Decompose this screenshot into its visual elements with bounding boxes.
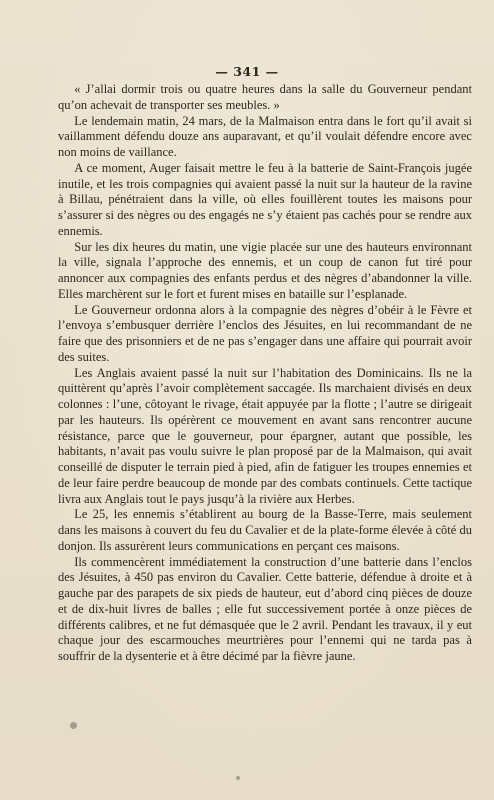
paper-stain <box>70 722 77 729</box>
paragraph: Les Anglais avaient passé la nuit sur l’habitation des Dominicains. Ils ne la quittèrent qu’après l’avoir complètement saccagée. Ils marchaient divisés en deux colonnes : l’une, côtoyant le rivage, était appuyée par la flotte ; l’autre se dirigeait par les hauteurs. Ils opérèrent ce mouvement en avant sans rencontrer aucune résistance, parce que le gouverneur, pour épargner, autant que possible, les habitants, n’avait pas voulu suivre le plan proposé par de la Malmaison, qui avait conseillé de disputer le terrain pied à pied, afin de fatiguer les troupes ennemies et de leur faire perdre beaucoup de monde par des combats continuels. Cette tactique livra aux Anglais tout le pays jusqu’à la rivière aux Herbes. <box>58 365 472 506</box>
paragraph: Le lendemain matin, 24 mars, de la Malmaison entra dans le fort qu’il avait si vaillamment défendu douze ans auparavant, et qu’il voulait défendre encore avec non moins de vaillance. <box>58 113 472 159</box>
paragraph: Le Gouverneur ordonna alors à la compagnie des nègres d’obéir à le Fèvre et l’envoya s’embusquer derrière l’enclos des Jésuites, en lui recommandant de ne faire que des prisonniers et de ne pas s’engager dans une affaire qui pourrait avoir des suites. <box>58 302 472 364</box>
paragraph: A ce moment, Auger faisait mettre le feu à la batterie de Saint-François jugée inutile, et les trois compagnies qui avaient passé la nuit sur la hauteur de la ravine à Billau, pénétraient dans la ville, où elles fouillèrent toutes les maisons pour s’assurer si des nègres ou des engagés ne s’y étaient pas cachés pour se rendre aux ennemis. <box>58 160 472 238</box>
page-number: — 341 — <box>215 64 279 79</box>
paragraph: Sur les dix heures du matin, une vigie placée sur une des hauteurs environnant la ville, signala l’approche des ennemis, et un coup de canon fut tiré pour annoncer aux compagnies des enfants perdus et des nègres d’abandonner la ville. Elles marchèrent sur le fort et furent mises en bataille sur l’esplanade. <box>58 239 472 301</box>
paper-stain <box>110 610 112 612</box>
body-text <box>58 82 472 665</box>
paragraph: « J’allai dormir trois ou quatre heures dans la salle du Gouverneur pendant qu’on achevait de transporter ses meubles. » <box>58 82 472 112</box>
paragraph: Ils commencèrent immédiatement la construction d’une batterie dans l’enclos des Jésuites, à 450 pas environ du Cavalier. Cette batterie, défendue à droite et à gauche par des parapets de six pieds de hauteur, eut d’abord cinq pièces de douze et de dix-huit livres de balles ; elle fut successivement portée à onze pièces de différents calibres, et ne fut démasquée que le 2 avril. Pendant les travaux, il y eut chaque jour des escarmouches meurtrières pour l’ennemi qui ne tarda pas à souffrir de la dysenterie et à être décimé par la fièvre jaune. <box>58 554 472 663</box>
paragraph: Le 25, les ennemis s’établirent au bourg de la Basse-Terre, mais seulement dans les maisons à couvert du feu du Cavalier et de la plate-forme élevée à côté du donjon. Ils assurèrent leurs communications en perçant ces maisons. <box>58 507 472 553</box>
paper-stain <box>236 776 240 780</box>
